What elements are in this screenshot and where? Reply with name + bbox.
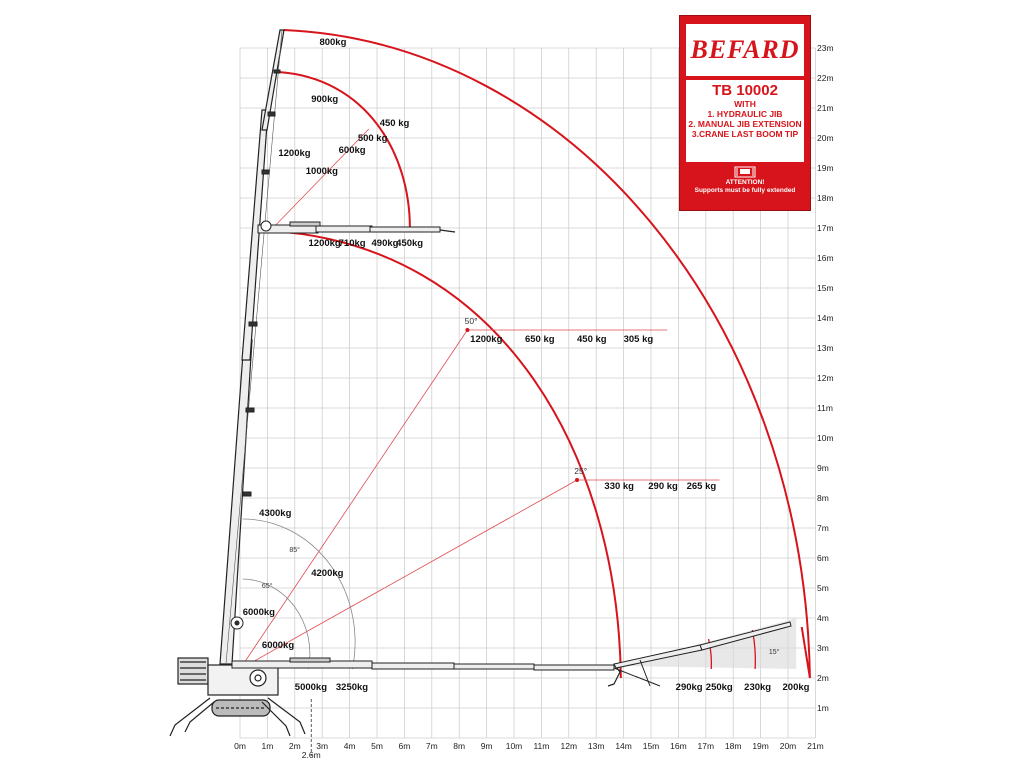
load-label: 450 kg xyxy=(379,118,410,129)
x-tick-label: 19m xyxy=(752,741,769,751)
load-label: 900kg xyxy=(311,94,339,105)
y-tick-label: 2m xyxy=(817,673,829,683)
angle-mark-label: 65° xyxy=(261,583,273,590)
load-label: 230kg xyxy=(744,682,772,693)
load-label: 250kg xyxy=(705,682,733,693)
load-label: 650 kg xyxy=(524,334,555,345)
attention-label: ATTENTION! xyxy=(725,179,765,186)
y-tick-label: 14m xyxy=(817,313,834,323)
x-tick-label: 4m xyxy=(343,741,356,751)
load-label: 450 kg xyxy=(577,334,607,345)
y-tick-label: 15m xyxy=(817,283,834,293)
x-tick-label: 15m xyxy=(642,741,660,751)
x-tick-label: 0m xyxy=(234,741,246,751)
x-tick-label: 17m xyxy=(697,741,715,751)
load-label: 6000kg xyxy=(261,640,295,651)
y-tick-label: 21m xyxy=(817,103,834,113)
load-label: 305 kg xyxy=(623,334,654,345)
warning-box xyxy=(686,162,804,206)
y-tick-label: 1m xyxy=(817,703,829,713)
x-tick-label: 16m xyxy=(670,741,687,751)
x-tick-label: 6m xyxy=(398,741,411,751)
y-tick-label: 13m xyxy=(817,343,834,353)
load-label: 1200kg xyxy=(278,148,311,159)
y-tick-label: 18m xyxy=(817,193,834,203)
inner-arc-large xyxy=(243,519,355,669)
brand-logo xyxy=(686,24,804,76)
outrigger-support-icon xyxy=(734,166,756,178)
load-label: 265 kg xyxy=(686,481,717,492)
brand-line: 2. MANUAL JIB EXTENSION xyxy=(688,119,802,129)
load-label: 1200kg xyxy=(308,238,341,249)
load-label: 450kg xyxy=(396,238,424,249)
y-tick-label: 22m xyxy=(817,73,834,83)
load-label: 5000kg xyxy=(294,682,328,693)
angle-point-50 xyxy=(465,328,469,332)
brand-logo-text: BEFARD xyxy=(690,35,800,64)
load-label: 500 kg xyxy=(357,133,388,144)
brand-line: WITH xyxy=(734,99,756,109)
y-tick-label: 19m xyxy=(817,163,834,173)
y-tick-label: 7m xyxy=(817,523,829,533)
lower-jib xyxy=(232,658,620,686)
upper-jib xyxy=(258,221,455,233)
load-label: 800kg xyxy=(319,37,347,48)
y-tick-label: 6m xyxy=(817,553,829,563)
y-tick-label: 12m xyxy=(817,373,834,383)
y-tick-label: 8m xyxy=(817,493,829,503)
x-tick-label: 9m xyxy=(480,741,493,751)
x-tick-label: 7m xyxy=(425,741,438,751)
y-tick-label: 23m xyxy=(817,43,834,53)
x-tick-label: 3m xyxy=(316,741,329,751)
load-label: 490kg xyxy=(371,238,399,249)
x-tick-label: 20m xyxy=(779,741,797,751)
angle-point-25 xyxy=(575,478,579,482)
crawler-base xyxy=(170,658,305,736)
load-label: 710kg xyxy=(338,238,366,249)
y-tick-label: 4m xyxy=(817,613,829,623)
y-tick-label: 10m xyxy=(817,433,834,443)
load-label: 600kg xyxy=(338,145,366,156)
y-tick-label: 3m xyxy=(817,643,829,653)
load-label: 6000kg xyxy=(242,607,275,618)
x-tick-label: 1m xyxy=(261,741,274,751)
brand-panel xyxy=(679,15,811,211)
load-label: 1000kg xyxy=(305,166,338,177)
angle-mark-label: 85° xyxy=(289,547,300,554)
load-label: 1200kg xyxy=(470,334,503,345)
x-tick-label: 8m xyxy=(453,741,466,751)
y-tick-label: 11m xyxy=(817,403,833,413)
main-boom xyxy=(220,30,284,664)
inner-arc-small xyxy=(243,579,310,669)
load-label: 290kg xyxy=(675,682,703,693)
load-label: 290 kg xyxy=(648,481,678,492)
angle-mark-label: 15° xyxy=(768,649,780,656)
y-axis-ticks xyxy=(817,43,834,713)
brand-line: 3.CRANE LAST BOOM TIP xyxy=(691,129,799,139)
x-tick-label: 5m xyxy=(371,741,383,751)
y-tick-label: 17m xyxy=(817,223,834,233)
model-title: TB 10002 xyxy=(712,82,778,99)
x-tick-label: 10m xyxy=(505,741,523,751)
ray-jib xyxy=(273,129,369,228)
x-tick-label: 2m xyxy=(288,741,301,751)
warning-text: Supports must be fully extended xyxy=(694,187,796,194)
x-tick-label: 21m xyxy=(807,741,824,751)
y-tick-label: 16m xyxy=(817,253,834,263)
load-label: 4300kg xyxy=(259,508,292,519)
x-tick-label: 11m xyxy=(533,741,550,751)
x-tick-label: 12m xyxy=(560,741,578,751)
angle-mark-label: 50° xyxy=(464,316,478,326)
brand-line: 1. HYDRAULIC JIB xyxy=(707,109,783,119)
load-label: 3250kg xyxy=(335,682,369,693)
load-label: 4200kg xyxy=(311,568,344,579)
y-tick-label: 9m xyxy=(817,463,829,473)
x-extra-tick-label: 2.6m xyxy=(301,750,321,760)
y-tick-label: 5m xyxy=(817,583,829,593)
x-tick-label: 18m xyxy=(724,741,742,751)
y-tick-label: 20m xyxy=(817,133,834,143)
brand-info xyxy=(686,80,804,206)
x-tick-label: 14m xyxy=(615,741,632,751)
angle-mark-label: 25° xyxy=(574,466,588,476)
x-tick-label: 13m xyxy=(587,741,605,751)
load-label: 330 kg xyxy=(604,481,634,492)
load-label: 200kg xyxy=(782,682,810,693)
